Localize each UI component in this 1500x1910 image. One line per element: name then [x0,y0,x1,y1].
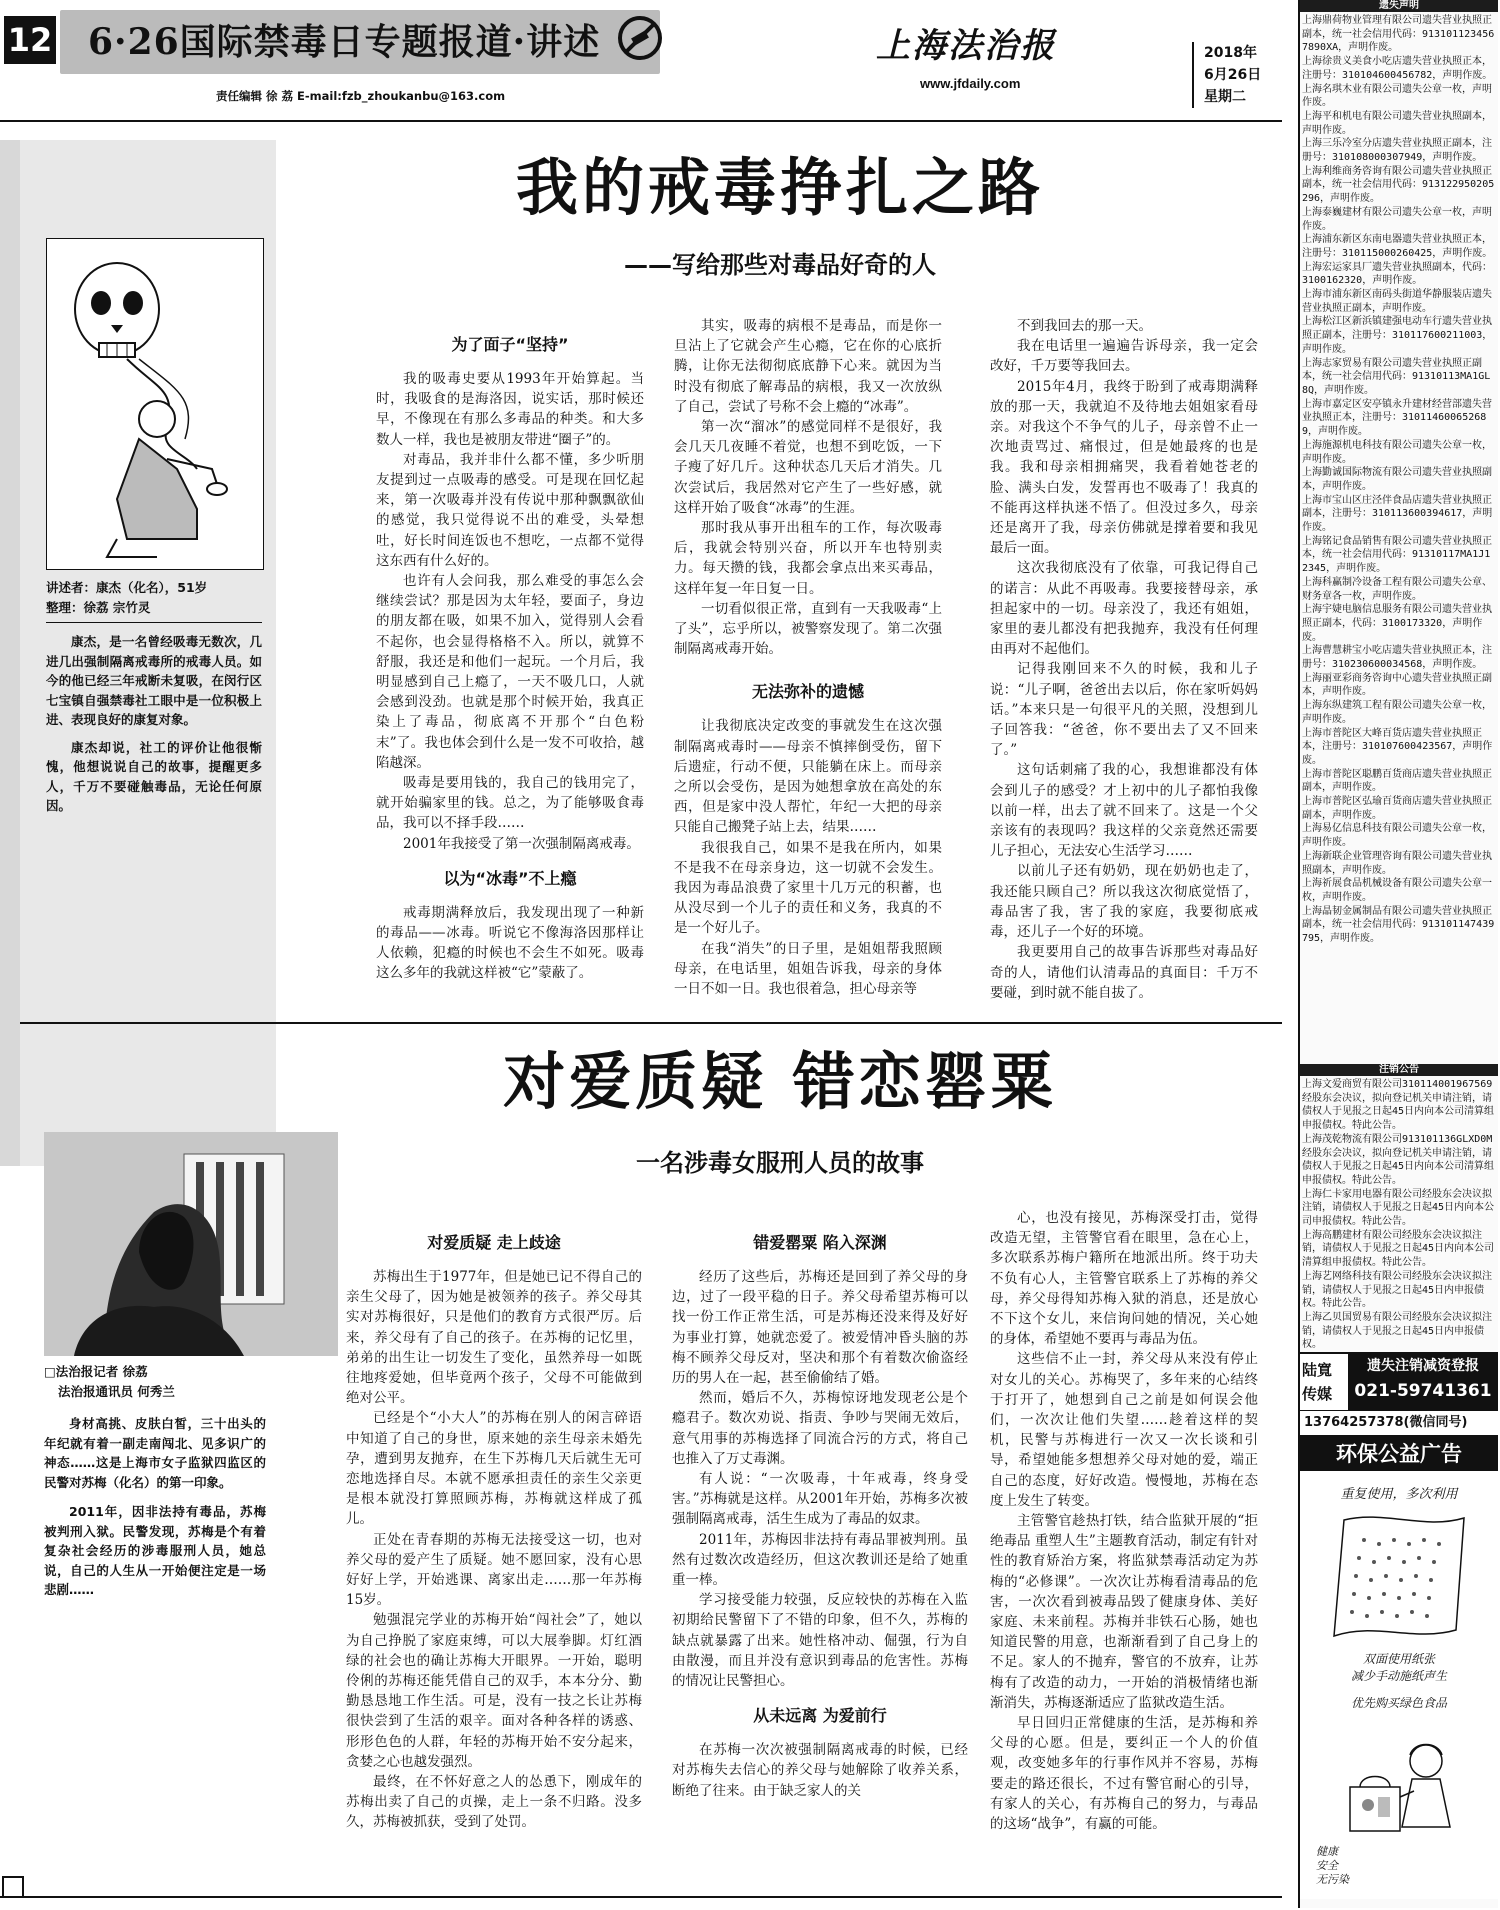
ad-line: 上海徐贵义美食小吃店遗失营业执照正本，注册号：310104600456782，声明作废。 [1302,56,1493,81]
agency-name: 陆寬传媒 [1302,1361,1333,1403]
ad-line: 上海铭记食品销售有限公司遗失营业执照正本，统一社会信用代码：91310117MA1J12345，声明作废。 [1302,535,1492,575]
body-paragraph: 有人说：“一次吸毒，十年戒毒，终身受害。”苏梅就是这样。从2001年开始，苏梅多次被强制隔离戒毒，活生生成为了毒品的奴隶。 [672,1471,968,1528]
article2-column-2 [672,1218,968,1801]
article1-column-1 [376,320,644,984]
green-ad-title: 环保公益广告 [1300,1437,1498,1471]
footer-rule [0,1896,1282,1898]
lost-notice-header: 遗失声明 [1300,0,1498,12]
green-ad-slogan4: 优先购买绿色食品 [1350,1696,1447,1710]
body-paragraph: 在苏梅一次次被强制隔离戒毒的时候，已经对苏梅失去信心的养父母与她解除了收养关系，断绝了往来。由于缺乏家人的关 [672,1742,968,1799]
cancel-notice-header: 注销公告 [1300,1064,1498,1076]
section-title: 6·26国际禁毒日专题报道·讲述 [88,21,601,63]
green-ad [1300,1437,1498,1899]
website-url: www.jfdaily.com [920,76,1021,91]
body-paragraph: 经历了这些后，苏梅还是回到了养父母的身边，过了一段平稳的日子。养父母希望苏梅可以找一份工作正常生活，可是苏梅还没来得及好好为事业打算，她就恋爱了。被爱情冲昏头脑的苏梅不顾养父母反对，坚决和那个有着数次偷盗经历的男人在一起，甚至偷偷结了婚。 [672,1269,968,1387]
section-heading: 从未远离 为爱前行 [753,1706,887,1726]
body-paragraph: 吸毒是要用钱的，我自己的钱用完了，就开始骗家里的钱。总之，为了能够吸食毒品，我可以不择手段…… [376,775,644,832]
ad-line: 上海施源机电科技有限公司遗失公章一枚，声明作废。 [1302,439,1492,465]
body-paragraph: 我的吸毒史要从1993年开始算起。当时，我吸食的是海洛因，说实话，那时候还早，不像现在有那么多毒品的种类。和大多数人一样，我也是被朋友带进“圈子”的。 [376,371,644,448]
ad-line: 上海市浦东新区南码头街道华静服装店遗失营业执照正副本，声明作废。 [1302,289,1492,314]
article2-subtitle: 一名涉毒女服刑人员的故事 [636,1149,924,1177]
article2-byline [44,1362,294,1401]
article-divider [20,1022,1282,1024]
ad-line: 上海市普陀区弘瑜百货商店遗失营业执照正副本，声明作废。 [1302,796,1492,821]
article2-title: 对爱质疑 错恋罂粟 [503,1045,1057,1118]
compiler-line: 整理：徐荔 宗竹灵 [46,599,151,615]
narrator-line: 讲述者：康杰（化名），51岁 [46,580,208,595]
article1-column-2 [674,316,942,999]
green-ad-slogan1: 重复使用，多次利用 [1340,1487,1458,1502]
body-paragraph: 然而，婚后不久，苏梅惊讶地发现老公是个瘾君子。数次劝说、指责、争吵与哭闹无效后，意气用事的苏梅选择了同流合污的方式，将自己也推入了万丈毒渊。 [672,1390,968,1467]
masthead: 上海法治报 [876,26,1056,66]
article1-column-3 [990,316,1258,1003]
body-paragraph: 2011年，苏梅因非法持有毒品罪被判刑。虽然有过数次改造经历，但这次教训还是给了她重重一棒。 [672,1531,968,1589]
green-ad-footer [1316,1845,1349,1887]
correspondent-line: 法治报通讯员 何秀兰 [58,1383,175,1399]
section-heading: 以为“冰毒”不上瘾 [443,868,577,888]
body-paragraph: 2015年4月，我终于盼到了戒毒期满释放的那一天，我就迫不及待地去姐姐家看母亲。对我这个不争气的儿子，母亲曾不止一次地责骂过、痛恨过，但是她最疼的也是我。我和母亲相拥痛哭，我看着她苍老的脸、满头白发，发誓再也不吸毒了！我真的不能再这样执迷不悟了。但没过多久，母亲还是离开了我，母亲仿佛就是撑着要和我见最后一面。 [990,378,1258,557]
ad-line: 上海志家贸易有限公司遗失营业执照正副本，统一社会信用代码：91310113MA1GL8Q，声明作废。 [1302,357,1491,396]
body-paragraph: 学习接受能力较强，反应较快的苏梅在入监初期给民警留下了不错的印象，但不久，苏梅的缺点就暴露了出来。她性格冲动、倔强，行为自由散漫，而且并没有意识到毒品的危害性。苏梅的情况让民警担心。 [672,1592,968,1690]
section-heading: 错爱罂粟 陷入深渊 [753,1233,887,1252]
contact-mobile: 13764257378(微信同号) [1300,1411,1498,1437]
ad-line: 上海乙贝国贸易有限公司经股东会决议拟注销，请债权人于见报之日起45日内申报债权。 [1302,1311,1492,1351]
contact-box [1348,1354,1498,1410]
date-year: 2018年 [1204,45,1257,61]
article2-intro [44,1414,266,1600]
cancel-notices [1300,1076,1498,1352]
ad-line: 上海市普陀区大峰百货店遗失营业执照正本，注册号：310107600423567，声明作废。 [1302,727,1493,766]
article1-byline [46,578,266,617]
ad-line: 上海利维商务咨询有限公司遗失营业执照正副本，统一社会信用代码：913122950205296，声明作废。 [1302,165,1495,205]
editor-line: 责任编辑 徐 荔 E-mail:fzb_zhoukanbu@163.com [216,89,506,103]
green-ad-slogan7: 无污染 [1316,1873,1349,1886]
intro-paragraph: 康杰却说，社工的评价让他很惭愧，他想说说自己的故事，提醒更多人，千万不要碰触毒品，无论任何原因。 [46,739,262,813]
date-day: 6月26日 [1204,67,1262,83]
contact-title: 遗失注销减资登报 [1367,1358,1479,1374]
body-paragraph: 已经是个“小大人”的苏梅在别人的闲言碎语中知道了自己的身世，原来她的亲生母亲未婚先孕，遭到男友抛弃，在生下苏梅几天后就生无可恋地选择自尽。本就不愿承担责任的亲生父亲更是根本就没打算照顾苏梅，苏梅就这样成了孤儿。 [346,1410,642,1528]
body-paragraph: 第一次“溜冰”的感觉同样不是很好，我会几天几夜睡不着觉，也想不到吃饭，一下子瘦了好几斤。这种状态几天后才消失。几次尝试后，我居然对它产生了一些好感，就这样开始了吸食“冰毒”的生涯。 [674,419,942,516]
reporter-line: □法治报记者 徐荔 [44,1364,148,1379]
intro-paragraph: 康杰，是一名曾经吸毒无数次，几进几出强制隔离戒毒所的戒毒人员。如今的他已经三年戒断未复吸，在闵行区七宝镇自强禁毒社工眼中是一位积极上进、表现良好的康复对象。 [46,634,262,727]
body-paragraph: 这句话刺痛了我的心，我想谁都没有体会到儿子的感受？才上初中的儿子都怕我像以前一样，出去了就不回来了。这是一个父亲该有的表现吗？我这样的父亲竟然还需要儿子担心，无法安心生活学习…… [990,762,1258,860]
article1-subtitle: ——写给那些对毒品好奇的人 [624,251,936,279]
intro-paragraph: 2011年，因非法持有毒品，苏梅被判刑入狱。民警发现，苏梅是个有着复杂社会经历的涉毒服刑人员，她总说，自己的人生从一开始便注定是一场悲剧…… [44,1504,266,1597]
article1-left-stripe [0,140,20,1166]
ad-line: 上海文爱商贸有限公司310114001967569经股东会决议，拟向登记机关申请注销，请债权人于见报之日起45日内向本公司清算组申报债权。特此公告。 [1302,1079,1495,1132]
green-ad-slogan5: 健康 [1316,1845,1338,1858]
ad-line: 上海市嘉定区安亭镇永升建材经营部遗失营业执照正本，注册号：310114600652689，声明作废。 [1302,398,1492,438]
green-ad-slogan2: 双面使用纸张 [1362,1652,1435,1666]
body-paragraph: 这些信不止一封，养父母从来没有停止对女儿的关心。苏梅哭了，多年来的心结终于打开了，她想到自己之前是如何误会他们，一次次让他们失望……趁着这样的契机，民警与苏梅进行一次又一次长谈和引导，希望她能多想想养父母对她的爱，端正自己的态度，好好改造。慢慢地，苏梅在态度上发生了转变。 [990,1351,1258,1509]
body-paragraph: 记得我刚回来不久的时候，我和儿子说：“儿子啊，爸爸出去以后，你在家听妈妈话。”本来只是一句很平凡的关照，没想到儿子回答我：“爸爸，你不要出去了又不回来了。” [990,661,1258,759]
ad-line: 上海易亿信息科技有限公司遗失公章一枚，声明作废。 [1302,823,1492,849]
ad-line: 上海三乐冷室分店遗失营业执照正副本，注册号：310108000307949，声明作废。 [1302,138,1492,164]
body-paragraph: 在我“消失”的日子里，是姐姐帮我照顾母亲，在电话里，姐姐告诉我，母亲的身体一日不如一日。我也很着急，担心母亲等 [674,940,942,998]
ad-line: 上海仁卡家用电器有限公司经股东会决议拟注销，请债权人于见报之日起45日内向本公司申报债权。特此公告。 [1302,1188,1495,1228]
ad-line: 上海宇婕电脑信息服务有限公司遗失营业执照正副本，代码：3100173320，声明作废。 [1302,604,1492,643]
ad-line: 上海高鹏建材有限公司经股东会决议拟注销，请债权人于见报之日起45日内向本公司清算组申报债权。特此公告。 [1302,1229,1495,1269]
body-paragraph: 也许有人会问我，那么难受的事怎么会继续尝试？那是因为太年轻，要面子，身边的朋友都在吸，如果不加入，觉得别人会看不起你，也会显得格格不入。所以，就算不舒服，我还是和他们一起玩。一个月后，我明显感到自己上瘾了，一天不吸几口，人就会感到没劲。也就是那个时候开始，我真正染上了毒品，彻底离不开那个“白色粉末”了。我也体会到什么是一发不可收拾，越陷越深。 [376,573,644,771]
body-paragraph: 戒毒期满释放后，我发现出现了一种新的毒品——冰毒。听说它不像海洛因那样让人依赖，犯瘾的时候也不会生不如死。吸毒这么多年的我就这样被“它”蒙蔽了。 [376,904,644,982]
body-paragraph: 我很我自己，如果不是我在所内，如果不是我不在母亲身边，这一切就不会发生。我因为毒品浪费了家里十几万元的积蓄，也从没尽到一个儿子的责任和义务，我真的不是一个好儿子。 [674,839,942,937]
page-number: 12 [4,16,56,64]
ad-line: 上海宏运家具厂遗失营业执照副本，代码：3100162320，声明作废。 [1302,261,1492,287]
body-paragraph: 正处在青春期的苏梅无法接受这一切，也对养父母的爱产生了质疑。她不愿回家，没有心思好好上学，开始逃课、离家出走……那一年苏梅15岁。 [346,1531,642,1609]
paper-sheet-icon [1324,1510,1474,1646]
ad-line: 上海市宝山区庄泾伴食品店遗失营业执照正副本，注册号：310113600394617，声明作废。 [1302,494,1493,534]
ad-line: 上海鼎荷物业管理有限公司遗失营业执照正副本，统一社会信用代码：9131011234567890XA，声明作废。 [1302,15,1495,54]
body-paragraph: 其实，吸毒的病根不是毒品，而是你一旦沾上了它就会产生心瘾，它在你的心底折腾，让你无法彻彻底底静下心来。就因为当时没有彻底了解毒品的病根，我又一次放纵了自己，尝试了号称不会上瘾的“冰毒”。 [674,318,942,415]
sidebar-divider [46,622,262,623]
ad-line: 上海松江区新浜镇建强电动车行遗失营业执照正副本，注册号：310117600211003，声明作废。 [1302,316,1493,355]
body-paragraph: 早日回归正常健康的生活，是苏梅和养父母的心愿。但是，要纠正一个人的价值观，改变她多年的行事作风并不容易，苏梅要走的路还很长，不过有警官耐心的引导，有家人的关心，有苏梅自己的努力，与毒品的这场“战争”，有赢的可能。 [990,1715,1258,1833]
ad-line: 上海茂乾物流有限公司913101136GLXD0M经股东会决议，拟向登记机关申请注销，请债权人于见报之日起45日内向本公司清算组申报债权。特此公告。 [1302,1133,1495,1186]
body-paragraph: 最终，在不怀好意之人的怂恿下，刚成年的苏梅出卖了自己的贞操，走上一条不归路。没多久，苏梅被抓获，受到了处罚。 [346,1774,642,1831]
article2-illustration [44,1132,338,1356]
ad-line: 上海艺网络科技有限公司经股东会决议拟注销，请债权人于见报之日起45日内申报债权。特此公告。 [1302,1270,1492,1310]
section-heading: 为了面子“坚持” [451,335,569,354]
body-paragraph: 我在电话里一遍遍告诉母亲，我一定会改好，千万要等我回去。 [990,338,1258,375]
body-paragraph: 我更要用自己的故事告诉那些对毒品好奇的人，请他们认清毒品的真面目：千万不要碰，到时就不能自拔了。 [990,944,1258,1001]
ad-line: 上海祈展食品机械设备有限公司遗失公章一枚，声明作废。 [1302,878,1492,903]
no-drugs-icon [616,14,664,62]
article1-intro [46,632,262,816]
article2-column-3 [990,1208,1258,1834]
ad-line: 上海晶韧金属制品有限公司遗失营业执照正副本，统一社会信用代码：913101147439795，声明作废。 [1302,905,1495,945]
shopping-girl-icon [1330,1737,1480,1847]
corner-box [2,1876,24,1898]
body-paragraph: 一切看似很正常，直到有一天我吸毒“上了头”，忘乎所以，被警察发现了。第二次强制隔离戒毒开始。 [674,600,942,658]
intro-paragraph: 身材高挑、皮肤白皙，三十出头的年纪就有着一副走南闯北、见多识广的神态……这是上海市女子监狱四监区的民警对苏梅（化名）的第一印象。 [44,1416,266,1490]
lost-notices [1300,12,1498,1064]
ad-line: 上海丽亚彩商务咨询中心遗失营业执照正副本，声明作废。 [1302,672,1492,698]
contact-banner [1300,1352,1498,1411]
ad-line: 上海东纵建筑工程有限公司遗失公章一枚，声明作废。 [1302,700,1492,725]
ad-column [1298,0,1498,1908]
green-ad-slogan3: 减少手动施纸声生 [1350,1669,1447,1683]
section-heading: 对爱质疑 走上歧途 [427,1233,561,1252]
body-paragraph: 2001年我接受了第一次强制隔离戒毒。 [403,835,640,852]
article1-illustration [46,238,264,570]
body-paragraph: 让我彻底决定改变的事就发生在这次强制隔离戒毒时——母亲不慎摔倒受伤，留下后遗症，行动不便，只能躺在床上。而母亲之所以会受伤，是因为她想拿放在高处的东西，但是家中没人帮忙，年纪一大把的母亲只能自己搬凳子站上去，结果…… [674,718,942,836]
date-block [1192,42,1292,108]
ad-line: 上海名琪木业有限公司遗失公章一枚，声明作废。 [1302,83,1492,109]
ad-line: 上海泰巍建材有限公司遗失公章一枚，声明作废。 [1302,206,1492,232]
ad-line: 上海市普陀区聪鹏百货商店遗失营业执照正副本，声明作废。 [1302,768,1492,794]
body-paragraph: 这次我彻底没有了依靠，可我记得自己的诺言：从此不再吸毒。我要接替母亲，承担起家中的一切。母亲没了，我还有姐姐，家里的妻儿都没有把我抛弃，我没有任何理由再对不起他们。 [990,560,1258,658]
ad-line: 上海浦东新区东南电器遗失营业执照正本，注册号：310115000260425，声明作废。 [1302,234,1493,259]
ad-line: 上海新联企业管理咨询有限公司遗失营业执照副本，声明作废。 [1302,850,1492,876]
ad-line: 上海科赢制冷设备工程有限公司遗失公章、财务章各一枚，声明作废。 [1302,576,1492,602]
body-paragraph: 勉强混完学业的苏梅开始“闯社会”了，她以为自己挣脱了家庭束缚，可以大展拳脚。灯红酒绿的社会也的确让苏梅大开眼界。一开始，聪明伶俐的苏梅还能凭借自己的双手，本本分分、勤勤恳恳地工作生活。可是，没有一技之长让苏梅很快尝到了生活的艰辛。面对各种各样的诱惑、形形色色的人群，年轻的苏梅开始不安分起来，贪婪之心也越发强烈。 [346,1612,642,1770]
body-paragraph: 主管警官趁热打铁，结合监狱开展的“拒绝毒品 重塑人生”主题教育活动，制定有针对性的教育矫治方案，将监狱禁毒活动定为苏梅的“必修课”。一次次让苏梅看清毒品的危害，一次次看到被毒品毁了健康身体、美好家庭、未来前程。苏梅并非铁石心肠，她也知道民警的用意，也渐渐看到了自己身上的不足。家人的不抛弃，警官的不放弃，让苏梅有了改造的动力，一开始的消极情绪也渐渐消失，苏梅逐渐适应了监狱改造生活。 [990,1513,1258,1711]
page-header [0,0,1282,122]
green-ad-slogan6: 安全 [1316,1859,1338,1872]
contact-phone: 021-59741361 [1354,1381,1492,1401]
ad-line: 上海勤诚国际物流有限公司遗失营业执照副本，声明作废。 [1302,467,1492,492]
weekday: 星期二 [1204,89,1246,105]
section-heading: 无法弥补的遗憾 [751,682,864,702]
body-paragraph: 以前儿子还有奶奶，现在奶奶也走了，我还能只顾自己？所以我这次彻底觉悟了，毒品害了我，害了我的家庭，我要彻底戒毒，还儿子一个好的环境。 [990,863,1258,941]
body-paragraph: 那时我从事开出租车的工作，每次吸毒后，我就会特别兴奋，所以开车也特别卖力。每天攒的钱，我都会拿点出来买毒品，这样年复一年日复一日。 [674,520,942,597]
body-paragraph: 不到我回去的那一天。 [1017,318,1152,334]
ad-line: 上海曹慧耕宝小吃店遗失营业执照正本，注册号：310230600034568，声明作废。 [1302,645,1492,671]
article2-column-1 [346,1218,642,1833]
body-paragraph: 心，也没有接见，苏梅深受打击，觉得改造无望，主管警官看在眼里，急在心上，多次联系苏梅户籍所在地派出所。终于功夫不负有心人，主管警官联系上了苏梅的养父母，养父母得知苏梅入狱的消息，还是放心不下这个女儿，来信询问她的情况，关心她的身体，希望她不要再与毒品为伍。 [990,1210,1258,1348]
ad-line: 上海平和机电有限公司遗失营业执照副本，声明作废。 [1302,110,1492,136]
body-paragraph: 苏梅出生于1977年，但是她已记不得自己的亲生父母了，因为她是被领养的孩子。养父母其实对苏梅很好，只是他们的教育方式很严厉。后来，养父母有了自己的孩子。在苏梅的记忆里，弟弟的出生让一切发生了变化，虽然养母一如既往地疼爱她，但毕竟两个孩子，父母不可能做到绝对公平。 [346,1269,642,1407]
body-paragraph: 对毒品，我并非什么都不懂，多少听朋友提到过一点吸毒的感受。可是现在回忆起来，第一次吸毒并没有传说中那种飘飘欲仙的感觉，我只觉得说不出的难受，头晕想吐，好长时间连饭也不想吃，一点都不觉得这东西有什么好的。 [376,451,644,569]
article1-title: 我的戒毒挣扎之路 [515,151,1044,224]
